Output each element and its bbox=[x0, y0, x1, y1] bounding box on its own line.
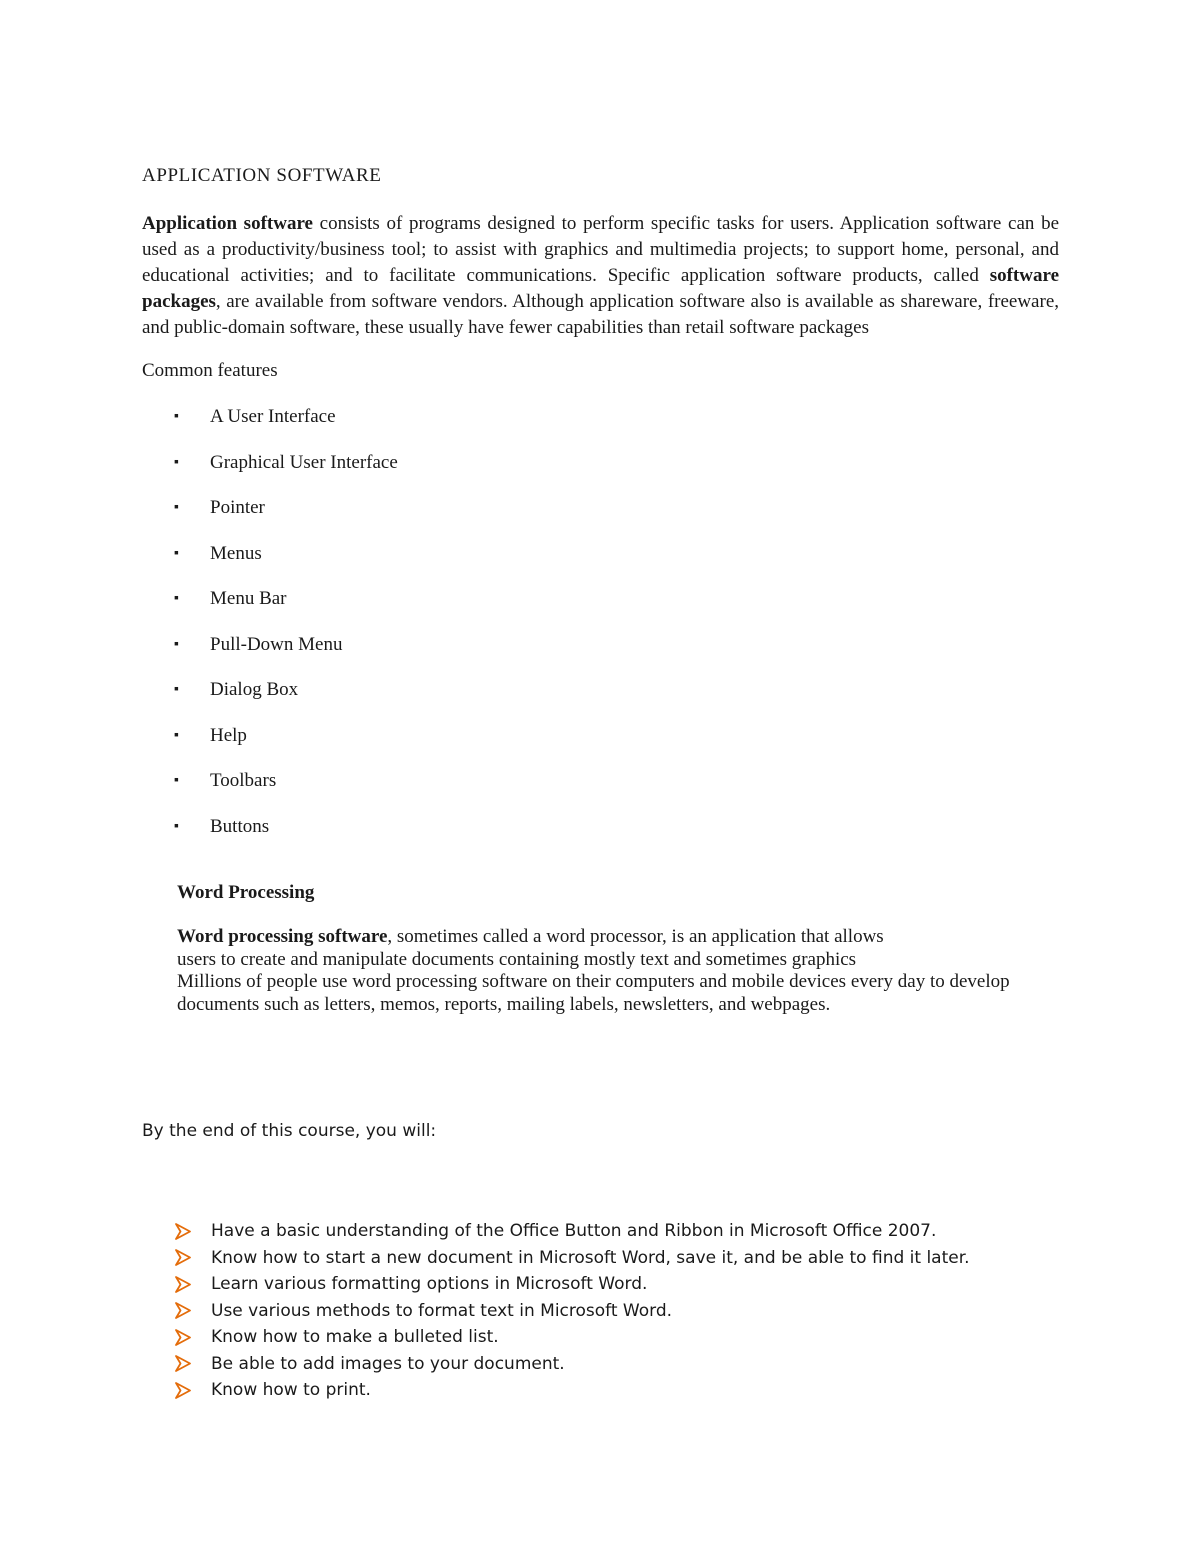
list-item bbox=[174, 677, 398, 723]
list-item bbox=[174, 814, 398, 860]
page-title: APPLICATION SOFTWARE bbox=[142, 165, 382, 186]
list-item bbox=[174, 586, 398, 632]
square-bullet-icon: ▪ bbox=[174, 636, 179, 652]
section-heading-word-processing: Word Processing bbox=[177, 882, 315, 903]
intro-text-2: , are available from software vendors. Although application software also is available as shareware, freeware, and public-domain software, these usually have fewer capabilities than retail software packages bbox=[142, 291, 1059, 338]
common-features-label: Common features bbox=[142, 360, 278, 381]
square-bullet-icon: ▪ bbox=[174, 727, 179, 743]
list-item-label: Graphical User Interface bbox=[210, 451, 398, 473]
list-item-label: Have a basic understanding of the Office Button and Ribbon in Microsoft Office 2007. bbox=[211, 1221, 937, 1242]
square-bullet-icon: ▪ bbox=[174, 500, 179, 515]
list-item-label: Know how to make a bulleted list. bbox=[211, 1327, 499, 1348]
list-item-label: Pointer bbox=[210, 497, 265, 518]
list-item bbox=[174, 495, 398, 541]
list-item-label: Help bbox=[210, 724, 247, 746]
square-bullet-icon: ▪ bbox=[174, 454, 179, 470]
arrow-bullet-icon bbox=[174, 1276, 211, 1293]
list-item bbox=[174, 723, 398, 769]
square-bullet-icon: ▪ bbox=[174, 773, 179, 788]
arrow-bullet-icon bbox=[174, 1302, 211, 1319]
square-bullet-icon: ▪ bbox=[174, 591, 179, 606]
word-processing-paragraph bbox=[177, 926, 1077, 1016]
list-item-label: Menus bbox=[210, 542, 262, 564]
square-bullet-icon: ▪ bbox=[174, 545, 179, 561]
list-item bbox=[174, 1324, 970, 1351]
list-item bbox=[174, 1298, 970, 1325]
intro-text-1: consists of programs designed to perform specific tasks for users. Application software can be used as a productivity/business tool; to assist with graphics and multimedia projects; to support home, personal, and educational activities; and to facilitate communications. Specific application software products, called bbox=[142, 213, 1060, 286]
square-bullet-icon: ▪ bbox=[174, 682, 179, 697]
intro-term-2: software packages bbox=[142, 265, 1059, 312]
paragraph-line: users to create and manipulate documents containing mostly text and sometimes graphics bbox=[177, 948, 857, 970]
outcomes-intro: By the end of this course, you will: bbox=[142, 1121, 437, 1141]
list-item bbox=[174, 632, 398, 678]
features-list bbox=[174, 404, 398, 859]
list-item-label: Menu Bar bbox=[210, 588, 287, 609]
list-item bbox=[174, 1271, 970, 1298]
list-item-label: Toolbars bbox=[210, 770, 277, 791]
square-bullet-icon: ▪ bbox=[174, 409, 179, 424]
list-item bbox=[174, 541, 398, 587]
paragraph-line-text: , sometimes called a word processor, is an application that allows bbox=[387, 926, 884, 947]
arrow-bullet-icon bbox=[174, 1223, 211, 1240]
list-item-label: Pull-Down Menu bbox=[210, 633, 343, 655]
list-item-label: Use various methods to format text in Microsoft Word. bbox=[211, 1300, 673, 1321]
square-bullet-icon: ▪ bbox=[174, 818, 179, 834]
list-item bbox=[174, 1218, 970, 1245]
list-item-label: Buttons bbox=[210, 815, 270, 837]
list-item bbox=[174, 1245, 970, 1272]
paragraph-line: Millions of people use word processing software on their computers and mobile devices every day to develop bbox=[177, 971, 1010, 992]
outcomes-list bbox=[174, 1218, 970, 1404]
list-item-label: Know how to start a new document in Microsoft Word, save it, and be able to find it later. bbox=[211, 1247, 970, 1268]
arrow-bullet-icon bbox=[174, 1355, 211, 1372]
word-processing-term: Word processing software bbox=[177, 926, 388, 947]
list-item-label: Know how to print. bbox=[211, 1380, 371, 1401]
list-item bbox=[174, 404, 398, 450]
intro-term: Application software bbox=[142, 213, 313, 234]
list-item-label: Be able to add images to your document. bbox=[211, 1353, 565, 1374]
list-item-label: A User Interface bbox=[210, 406, 336, 427]
arrow-bullet-icon bbox=[174, 1249, 211, 1266]
list-item bbox=[174, 450, 398, 496]
paragraph-line bbox=[177, 926, 1077, 949]
intro-paragraph bbox=[142, 211, 1059, 341]
arrow-bullet-icon bbox=[174, 1382, 211, 1399]
list-item-label: Dialog Box bbox=[210, 679, 299, 700]
paragraph-line: documents such as letters, memos, reports, mailing labels, newsletters, and webpages. bbox=[177, 993, 831, 1015]
list-item-label: Learn various formatting options in Microsoft Word. bbox=[211, 1274, 648, 1295]
list-item bbox=[174, 1377, 970, 1404]
list-item bbox=[174, 768, 398, 814]
arrow-bullet-icon bbox=[174, 1329, 211, 1346]
list-item bbox=[174, 1351, 970, 1378]
